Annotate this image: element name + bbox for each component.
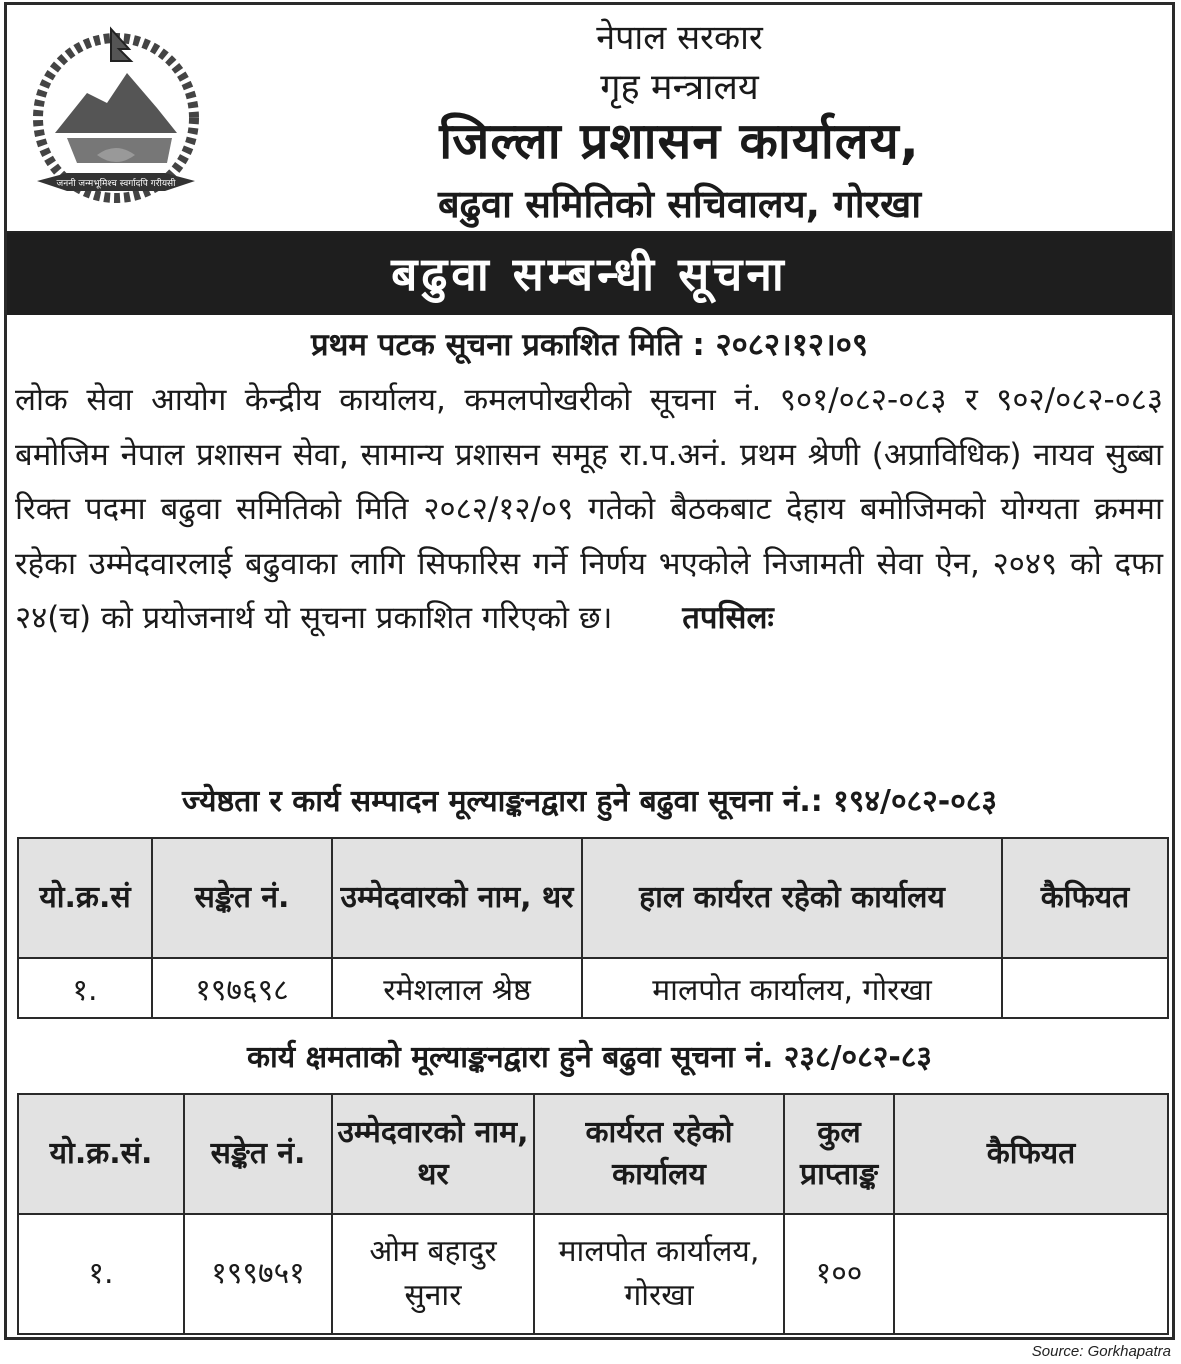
table-row <box>18 1214 1168 1334</box>
cell-office: मालपोत कार्यालय, गोरखा <box>582 958 1002 1018</box>
cell-remarks <box>894 1214 1168 1334</box>
notice-body <box>15 373 1163 646</box>
cell-name: ओम बहादुर सुनार <box>332 1214 534 1334</box>
header-name: उम्मेदवारको नाम, थर <box>332 1094 534 1214</box>
cell-total-score: १०० <box>784 1214 894 1334</box>
table-header-row <box>18 838 1168 958</box>
publication-date-line <box>7 323 1172 365</box>
ministry-name: गृह मन्त्रालय <box>600 67 759 108</box>
header-sn: यो.क्र.सं <box>18 838 152 958</box>
government-name: नेपाल सरकार <box>596 18 763 58</box>
notice-title-banner <box>7 231 1172 315</box>
section2-title: कार्य क्षमताको मूल्याङ्कनद्वारा हुने बढुवा सूचना नं. २३८/०८२-८३ <box>246 1040 933 1075</box>
cell-office: मालपोत कार्यालय, गोरखा <box>534 1214 784 1334</box>
secretariat-name: बढुवा समितिको सचिवालय, गोरखा <box>437 182 922 226</box>
header-name: उम्मेदवारको नाम, थर <box>332 838 582 958</box>
cell-name: रमेशलाल श्रेष्ठ <box>332 958 582 1018</box>
office-name: जिल्ला प्रशासन कार्यालय, <box>439 112 920 170</box>
header-code: सङ्केत नं. <box>184 1094 332 1214</box>
notice-header <box>7 5 1172 231</box>
notice-title: बढुवा सम्बन्धी सूचना <box>391 247 788 301</box>
notice-paragraph: लोक सेवा आयोग केन्द्रीय कार्यालय, कमलपोखरीको सूचना नं. ९०१/०८२-०८३ र ९०२/०८२-०८३ बमोजिम नेपाल प्रशासन सेवा, सामान्य प्रशासन समूह रा.प.अनं. प्रथम श्रेणी (अप्राविधिक) नायव सुब्बा रिक्त पदमा बढुवा समितिको मिति २०८२/१२/०९ गतेको बैठकबाट देहाय बमोजिमको योग्यता क्रममा रहेका उम्मेदवारलाई बढुवाका लागि सिफारिस गर्ने निर्णय भएकोले निजामती सेवा ऐन, २०४९ को दफा २४(च) को प्रयोजनार्थ यो सूचना प्रकाशित गरिएको छ। <box>15 382 1163 636</box>
seniority-promotion-table <box>17 837 1169 1019</box>
cell-sn: १. <box>18 958 152 1018</box>
header-office: कार्यरत रहेको कार्यालय <box>534 1094 784 1214</box>
publication-date-value: २०८२।१२।०९ <box>715 327 869 363</box>
notice-frame <box>4 2 1175 1340</box>
header-remarks: कैफियत <box>894 1094 1168 1214</box>
cell-code: १९९७५१ <box>184 1214 332 1334</box>
table-row <box>18 958 1168 1018</box>
section1-title: ज्येष्ठता र कार्य सम्पादन मूल्याङ्कनद्वारा हुने बढुवा सूचना नं.: १९४/०८२-०८३ <box>182 784 997 819</box>
header-sn: यो.क्र.सं. <box>18 1094 184 1214</box>
header-office: हाल कार्यरत रहेको कार्यालय <box>582 838 1002 958</box>
table-header-row <box>18 1094 1168 1214</box>
header-total-score: कुल प्राप्ताङ्क <box>784 1094 894 1214</box>
cell-remarks <box>1002 958 1168 1018</box>
details-label: तपसिलः <box>682 600 774 636</box>
header-remarks: कैफियत <box>1002 838 1168 958</box>
performance-promotion-table <box>17 1093 1169 1335</box>
cell-sn: १. <box>18 1214 184 1334</box>
svg-text:जननी जन्मभूमिश्च स्वर्गादपि गर: जननी जन्मभूमिश्च स्वर्गादपि गरीयसी <box>56 179 176 189</box>
publication-date-label: प्रथम पटक सूचना प्रकाशित मिति : <box>310 327 705 363</box>
cell-code: १९७६९८ <box>152 958 332 1018</box>
source-credit: Source: Gorkhapatra <box>1031 1343 1171 1360</box>
header-code: सङ्केत नं. <box>152 838 332 958</box>
